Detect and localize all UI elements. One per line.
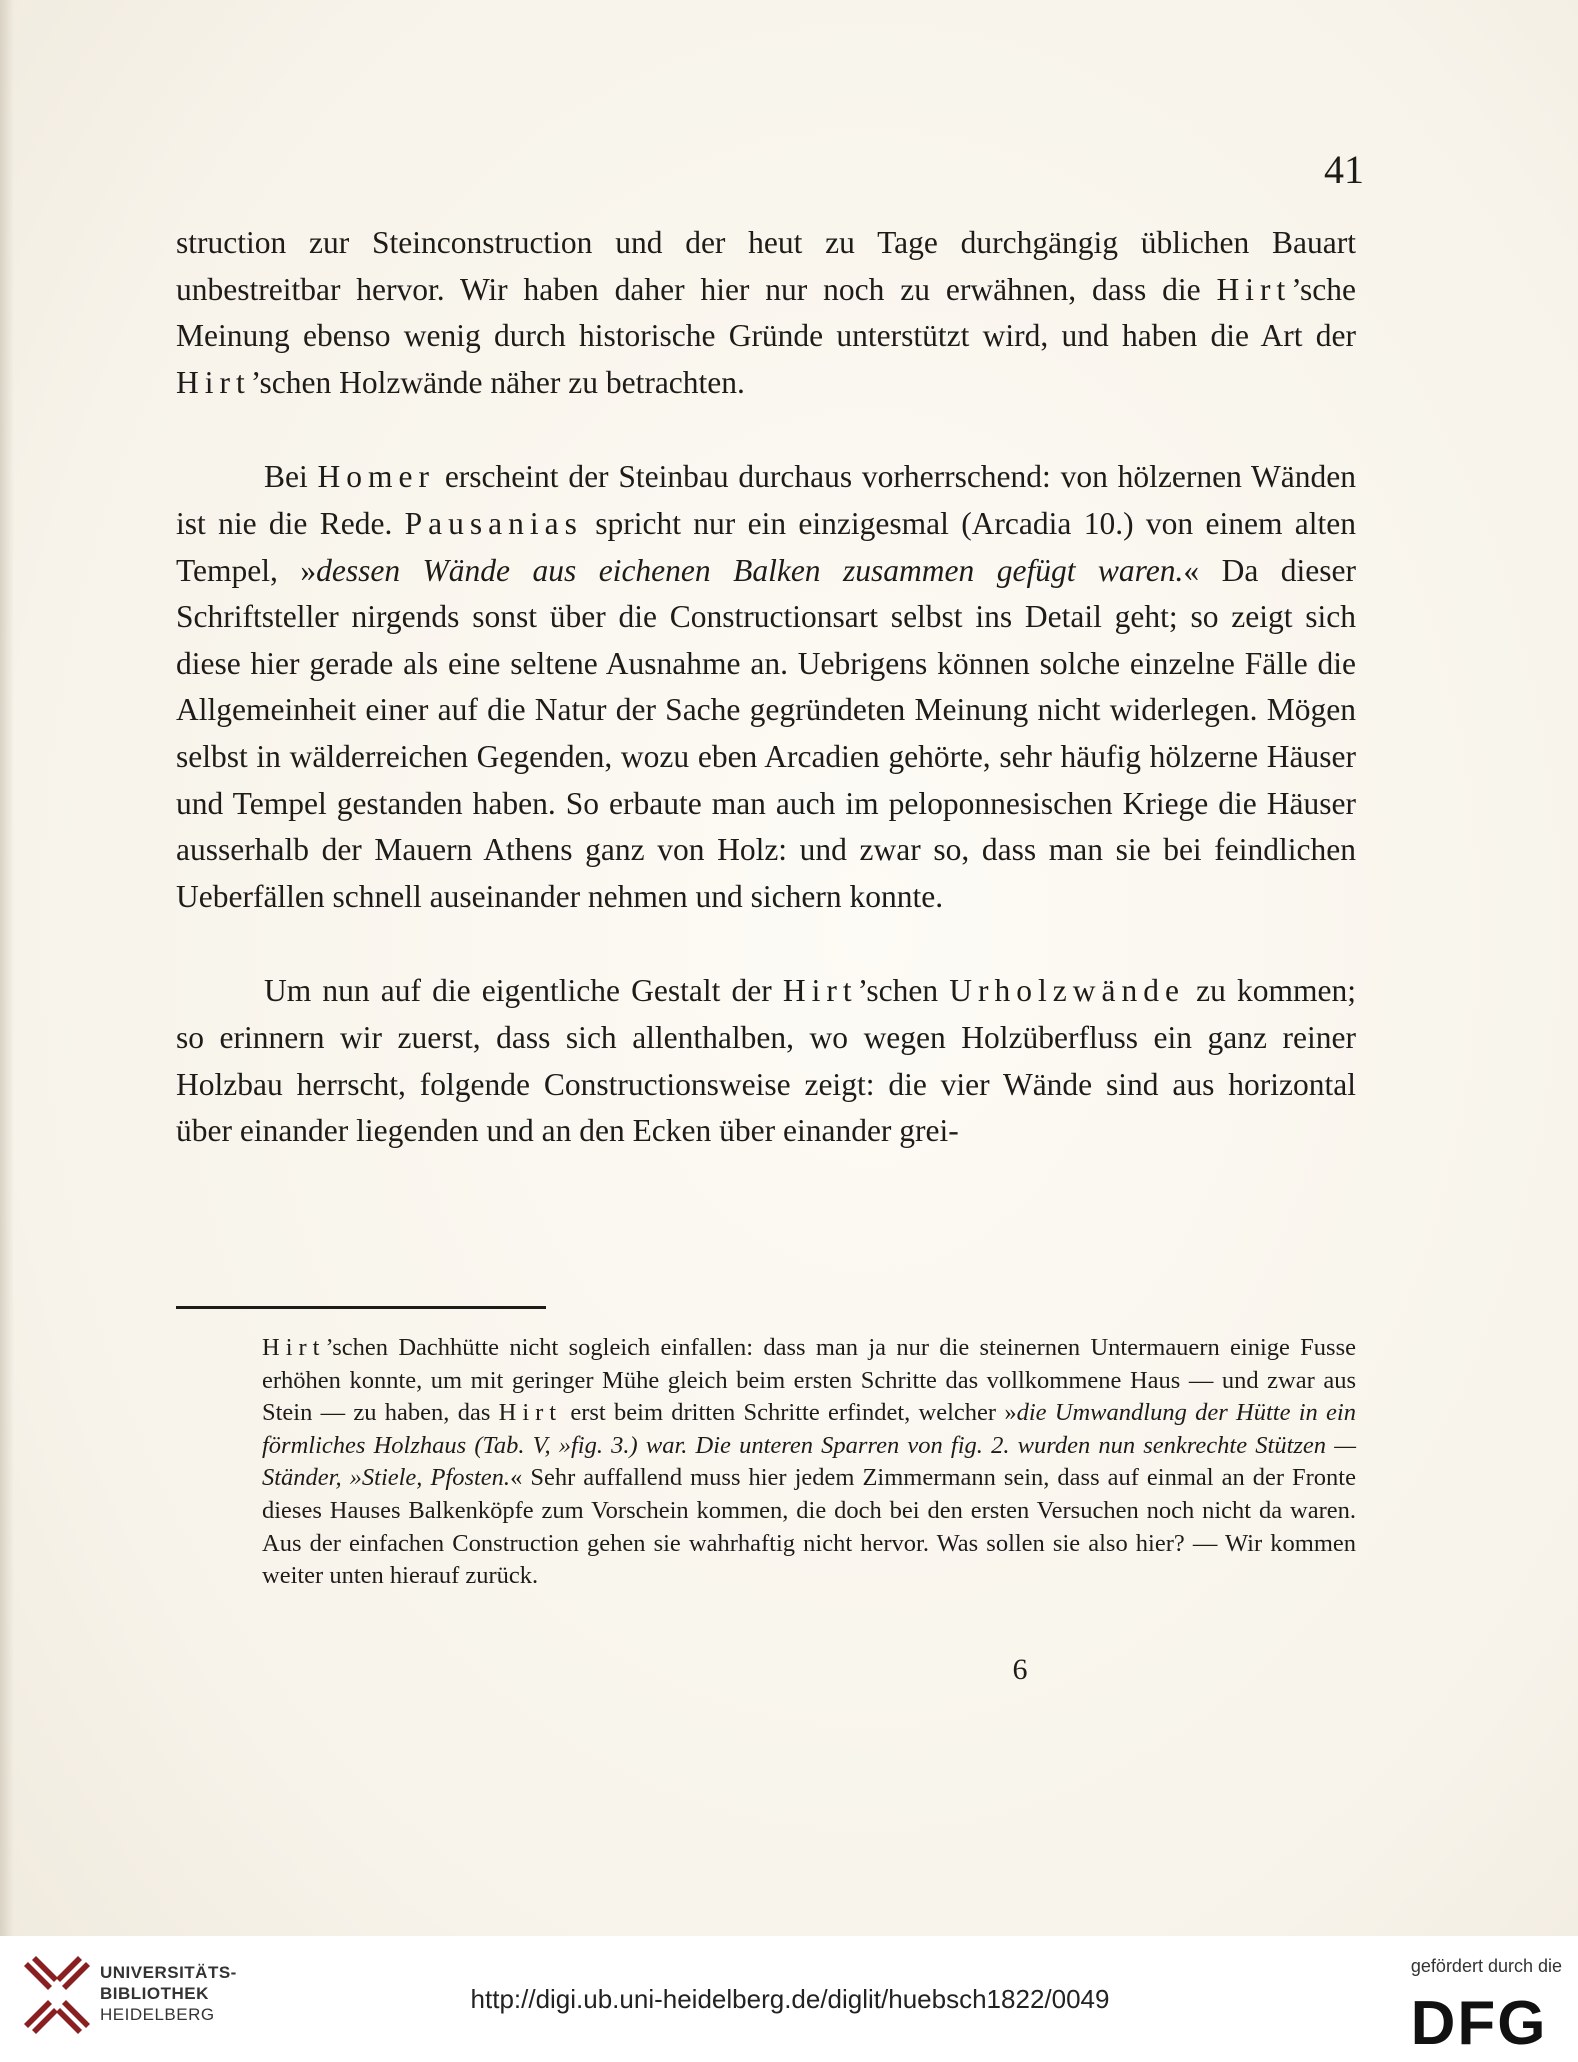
text-run: ’schen xyxy=(857,973,950,1009)
text-run: ’sche Meinung ebenso wenig durch historische Gründe unterstützt wird, und haben die Art der xyxy=(176,271,1356,354)
heidelberg-library-logo-icon xyxy=(22,1952,92,2038)
dfg-logo-icon xyxy=(1396,1990,1562,2050)
name-pausanias: Pausanias xyxy=(404,505,583,541)
name-hirt: Hirt xyxy=(498,1399,563,1427)
term-urholzwaende: Urholzwände xyxy=(949,973,1185,1009)
library-name-line: BIBLIOTHEK xyxy=(100,1984,209,2003)
library-name xyxy=(100,1962,237,2025)
footnote xyxy=(262,1332,1356,1593)
main-text xyxy=(176,220,1356,1155)
text-run: « Sehr auffallend muss hier jedem Zimmermann sein, dass auf einmal an der Fronte dieses Hauses Balkenköpfe zum Vorschein kommen, die doch bei den ersten Versuchen noch nicht da waren. Aus der einfachen Construction gehen sie wahrhaftig nicht hervor. Was sollen sie also hier? — Wir kommen weiter unten hierauf zurück. xyxy=(262,1464,1356,1590)
paragraph-3 xyxy=(176,968,1356,1154)
dfg-logo-text: DFG xyxy=(1410,1990,1548,2050)
footnote-rule xyxy=(176,1306,546,1309)
name-hirt: Hirt xyxy=(782,973,858,1009)
paragraph-1 xyxy=(176,220,1356,406)
footer-bar xyxy=(0,1936,1578,2062)
name-hirt: Hirt xyxy=(176,364,251,400)
text-run: Bei xyxy=(264,459,318,495)
quotation: dessen Wände aus eichenen Balken zusammen gefügt waren. xyxy=(316,552,1184,588)
text-run: ’schen Holzwände näher zu betrachten. xyxy=(250,364,745,400)
source-url[interactable]: http://digi.ub.uni-heidelberg.de/diglit/huebsch1822/0049 xyxy=(470,1984,1110,2014)
text-run: struction zur Steinconstruction und der heut zu Tage durchgängig üblichen Bauart unbestreitbar hervor. Wir haben daher hier nur noch zu erwähnen, dass die xyxy=(176,225,1356,307)
text-run: « Da dieser Schriftsteller nirgends sonst über die Constructionsart selbst ins Detail geht; so zeigt sich diese hier gerade als eine seltene Ausnahme an. Uebrigens können solche einzelne Fälle die Allgemeinheit einer auf die Natur der Sache gegründeten Meinung nicht widerlegen. Mögen selbst in wälderreichen Gegenden, wozu eben Arcadien gehörte, sehr häufig hölzerne Häuser und Tempel gestanden haben. So erbaute man auch im peloponnesischen Kriege die Häuser ausserhalb der Mauern Athens ganz von Holz: und zwar so, dass man sie bei feindlichen Ueberfällen schnell auseinander nehmen und sichern konnte. xyxy=(176,552,1356,914)
funder-caption: gefördert durch die xyxy=(1410,1956,1562,1976)
name-hirt: Hirt xyxy=(1216,271,1292,307)
text-run: Um nun auf die eigentliche Gestalt der xyxy=(264,973,783,1009)
text-run: spricht nur ein einzigesmal (Arcadia 10.) von einem alten Tempel, » xyxy=(176,505,1356,588)
text-run: ’schen Dachhütte nicht sogleich einfallen: dass man ja nur die steinernen Untermauern einige Fusse erhöhen konnte, um mit geringer Mühe gleich beim ersten Schritte das vollkommene Haus — und zwar aus Stein — zu haben, das xyxy=(262,1334,1356,1427)
paragraph-2 xyxy=(176,454,1356,920)
page-number: 41 xyxy=(1324,147,1364,192)
text-run: erst beim dritten Schritte erfindet, welcher » xyxy=(562,1399,1017,1427)
library-name-line: UNIVERSITÄTS- xyxy=(100,1963,237,1982)
page-edge-shadow xyxy=(0,0,14,2062)
library-name-line: HEIDELBERG xyxy=(100,2005,215,2024)
name-hirt: Hirt xyxy=(262,1334,326,1361)
text-run: erscheint der Steinbau durchaus vorherrschend: von hölzernen Wänden ist nie die Rede. xyxy=(176,459,1356,541)
signature-mark: 6 xyxy=(1012,1653,1028,1686)
quotation: die Umwandlung der Hütte in ein förmliches Holzhaus (Tab. V, »fig. 3.) war. Die unteren Sparren von fig. 2. wurden nun senkrechte Stützen — Ständer, »Stiele, Pfosten. xyxy=(262,1399,1356,1492)
text-run: zu kommen; so erinnern wir zuerst, dass sich allenthalben, wo wegen Holzüberfluss ein ganz reiner Holzbau herrscht, folgende Constructionsweise zeigt: die vier Wände sind aus horizontal über einander liegenden und an den Ecken über einander grei- xyxy=(176,973,1356,1149)
name-homer: Homer xyxy=(317,459,436,495)
